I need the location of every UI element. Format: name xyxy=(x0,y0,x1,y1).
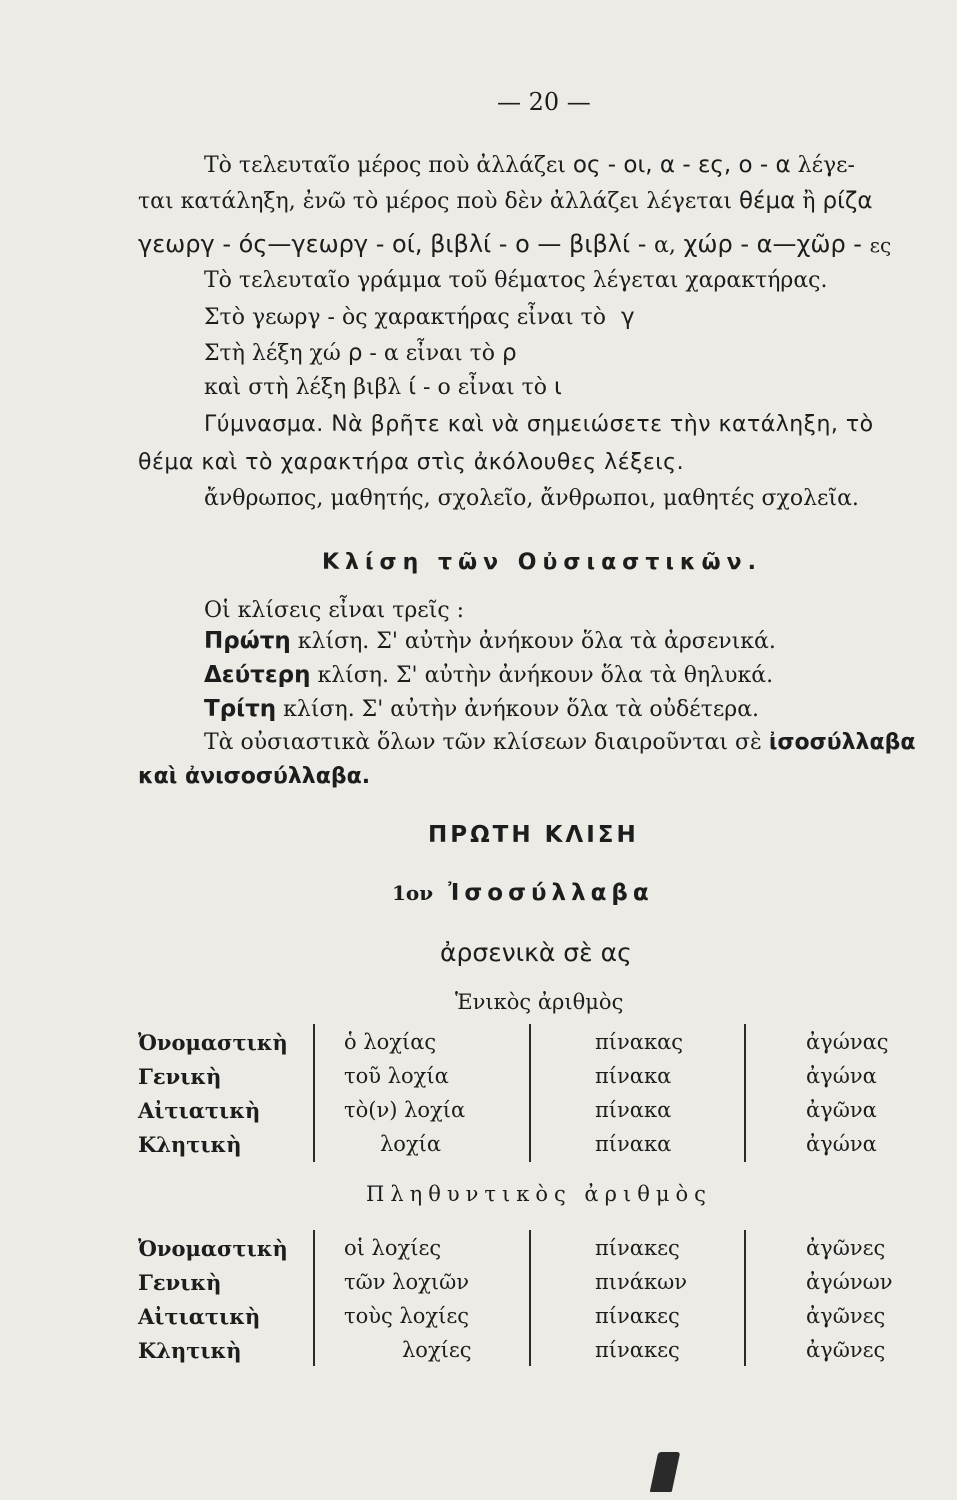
declensions-summary-text: Τὰ οὐσιαστικὰ ὅλων τῶν κλίσεων διαιροῦνται σὲ xyxy=(204,730,762,755)
table-cell: πίνακα xyxy=(595,1098,672,1122)
table-cell: ἀγώνας xyxy=(806,1030,889,1054)
table-cell: τῶν λοχιῶν xyxy=(344,1270,469,1294)
case-label: Ὀνομαστικὴ xyxy=(138,1236,288,1261)
table-cell: τοῦ λοχία xyxy=(344,1064,449,1088)
exercise-line2: θέμα καὶ τὸ χαρακτήρα στὶς ἀκόλουθες λέξεις. xyxy=(138,450,685,475)
plural-divider-2 xyxy=(529,1230,531,1366)
third-declension-label: Τρίτη xyxy=(204,696,277,722)
table-cell: ἀγῶνα xyxy=(806,1098,877,1122)
plural-divider-3 xyxy=(744,1230,746,1366)
table-cell: πίνακες xyxy=(595,1338,680,1362)
para1-line1 xyxy=(204,152,855,178)
para1-line3-es: ες xyxy=(869,233,892,257)
declensions-summary xyxy=(204,730,915,755)
para2-line1: Τὸ τελευταῖο γράμμα τοῦ θέματος λέγεται χαρακτήρας. xyxy=(204,268,828,293)
first-declension-subtitle xyxy=(392,880,654,906)
case-label: Κλητικὴ xyxy=(138,1338,242,1363)
table-cell: ἀγῶνες xyxy=(806,1236,886,1260)
table-cell: λοχία xyxy=(380,1132,442,1156)
group-heading: ἀρσενικὰ σὲ ας xyxy=(440,938,632,967)
second-declension-line xyxy=(204,662,773,688)
third-declension-text: κλίση. Σ' αὐτὴν ἀνήκουν ὅλα τὰ οὐδέτερα. xyxy=(283,697,760,722)
ink-speck xyxy=(650,1452,681,1492)
para1-line3-alpha: α, xyxy=(654,233,676,258)
exercise-line1: Γύμνασμα. Νὰ βρῆτε καὶ νὰ σημειώσετε τὴν κατάληξη, τὸ xyxy=(204,412,874,437)
para2-line2-text: Στὸ γεωργ - ὸς χαρακτήρας εἶναι τὸ xyxy=(204,305,606,330)
subtitle-number: 1ον xyxy=(392,881,434,905)
table-cell: τὸ(ν) λοχία xyxy=(344,1098,466,1122)
case-label: Αἰτιατικὴ xyxy=(138,1098,261,1123)
singular-divider-3 xyxy=(744,1024,746,1162)
table-cell: πίνακες xyxy=(595,1236,680,1260)
table-cell: ἀγῶνες xyxy=(806,1304,886,1328)
para1-line2-or: ἢ xyxy=(802,189,816,214)
second-declension-text: κλίση. Σ' αὐτὴν ἀνήκουν ὅλα τὰ θηλυκά. xyxy=(317,663,774,688)
para2-line4-mid: - ο εἶναι τὸ xyxy=(423,375,547,400)
para2-line4-text: καὶ στὴ λέξη βιβλ xyxy=(204,375,402,400)
singular-divider-2 xyxy=(529,1024,531,1162)
para1-line2-text: ται κατάληξη, ἐνῶ τὸ μέρος ποὺ δὲν ἀλλάζει λέγεται xyxy=(138,189,732,214)
para2-line3-text: Στὴ λέξη χώ xyxy=(204,341,341,366)
table-cell: οἱ λοχίες xyxy=(344,1236,442,1260)
table-cell: ὁ λοχίας xyxy=(344,1030,437,1054)
table-cell: ἀγῶνες xyxy=(806,1338,886,1362)
para2-line4-iota: ί xyxy=(408,374,417,400)
second-declension-label: Δεύτερη xyxy=(204,662,311,688)
term-riza: ρίζα xyxy=(822,188,873,214)
declensions-intro: Οἱ κλίσεις εἶναι τρεῖς : xyxy=(204,598,465,623)
table-cell: τοὺς λοχίες xyxy=(344,1304,470,1328)
table-cell: ἀγώνα xyxy=(806,1064,877,1088)
first-declension-line xyxy=(204,628,776,654)
first-declension-text: κλίση. Σ' αὐτὴν ἀνήκουν ὅλα τὰ ἀρσενικά. xyxy=(297,629,776,654)
para1-line1-end: λέγε- xyxy=(797,153,855,178)
table-cell: πίνακα xyxy=(595,1132,672,1156)
para1-line2 xyxy=(138,188,873,214)
para2-line4-char: ι xyxy=(554,374,562,400)
term-anisosyllaba: καὶ ἀνισοσύλλαβα. xyxy=(138,764,371,789)
para2-line2-char: γ xyxy=(620,304,635,330)
table-cell: λοχίες xyxy=(402,1338,472,1362)
table-cell: πινάκων xyxy=(595,1270,687,1294)
plural-divider-1 xyxy=(313,1230,315,1366)
para1-line3-examples: γεωργ - ός—γεωργ - οί, βιβλί - ο — βιβλί - xyxy=(138,230,647,258)
para2-line2 xyxy=(204,304,635,330)
table-cell: πίνακας xyxy=(595,1030,684,1054)
case-label: Γενικὴ xyxy=(138,1270,222,1295)
first-declension-title: ΠΡΩΤΗ ΚΛΙΣΗ xyxy=(428,822,639,848)
para1-line1-endings: ος - οι, α - ες, ο - α xyxy=(572,152,791,178)
para1-line1-text: Τὸ τελευταῖο μέρος ποὺ ἀλλάζει xyxy=(204,153,566,178)
table-cell: πίνακες xyxy=(595,1304,680,1328)
para1-line3 xyxy=(138,230,891,258)
exercise-words: ἄνθρωπος, μαθητής, σχολεῖο, ἄνθρωποι, μαθητές σχολεῖα. xyxy=(204,486,859,511)
singular-header: Ἑνικὸς ἀριθμὸς xyxy=(455,990,624,1014)
para2-line3-char: ρ xyxy=(502,340,517,366)
para1-line3-chora: χώρ - α—χῶρ - xyxy=(683,230,862,258)
singular-divider-1 xyxy=(313,1024,315,1162)
term-isosyllaba: ἰσοσύλλαβα xyxy=(768,730,916,755)
page-number: — 20 — xyxy=(497,88,591,116)
para2-line3-rho: ρ xyxy=(347,340,363,366)
case-label: Ὀνομαστικὴ xyxy=(138,1030,288,1055)
case-label: Κλητικὴ xyxy=(138,1132,242,1157)
first-declension-label: Πρώτη xyxy=(204,628,291,654)
third-declension-line xyxy=(204,696,759,722)
term-thema: θέμα xyxy=(738,188,796,214)
case-label: Αἰτιατικὴ xyxy=(138,1304,261,1329)
section-heading: Κλίση τῶν Οὐσιαστικῶν. xyxy=(322,550,763,575)
para2-line4 xyxy=(204,374,562,400)
subtitle-word: Ἰσοσύλλαβα xyxy=(448,880,654,906)
para2-line3 xyxy=(204,340,517,366)
para2-line3-mid: - α εἶναι τὸ xyxy=(369,341,495,366)
case-label: Γενικὴ xyxy=(138,1064,222,1089)
plural-header: Πληθυντικὸς ἀριθμὸς xyxy=(366,1182,712,1206)
table-cell: πίνακα xyxy=(595,1064,672,1088)
table-cell: ἀγώνων xyxy=(806,1270,893,1294)
table-cell: ἀγώνα xyxy=(806,1132,877,1156)
